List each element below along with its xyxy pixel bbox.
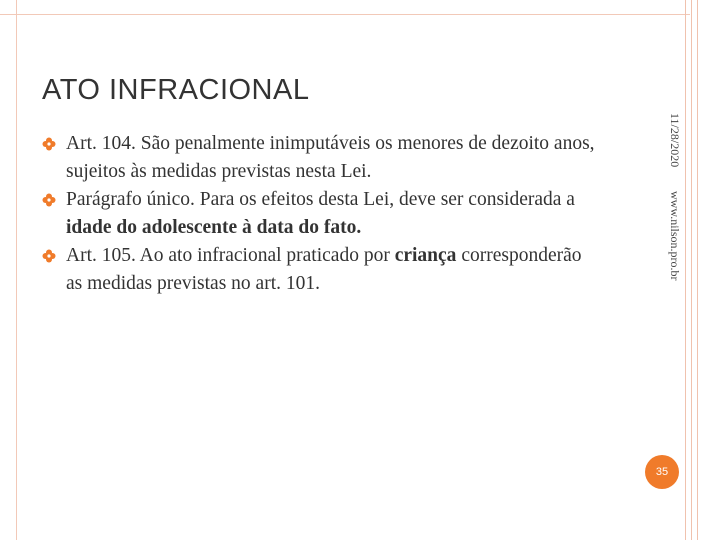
bullet-text: Art. 105. Ao ato infracional praticado por — [66, 245, 395, 266]
bullet-text: Parágrafo único. Para os efeitos desta Lei, deve ser considerada a — [66, 189, 575, 210]
slide-title: ATO INFRACIONAL — [42, 74, 310, 106]
frame-right-line — [685, 0, 686, 540]
bullet-item — [42, 130, 602, 186]
frame-right-line — [697, 0, 698, 540]
bullet-item — [42, 186, 602, 242]
page-number-badge: 35 — [645, 455, 679, 489]
frame-right-line — [691, 0, 692, 540]
slide-date: 11/28/2020 — [668, 113, 682, 168]
bullet-text-bold: idade do adolescente à data do fato. — [66, 217, 362, 238]
bullet-text: corresponderão as medidas previstas no art. 101. — [66, 245, 582, 294]
bullet-list — [42, 130, 602, 298]
bullet-item — [42, 242, 602, 298]
flower-bullet-icon — [42, 249, 56, 263]
flower-bullet-icon — [42, 137, 56, 151]
flower-bullet-icon — [42, 193, 56, 207]
frame-left-line — [16, 0, 17, 540]
bullet-text: Art. 104. São penalmente inimputáveis os menores de dezoito anos, sujeitos às medidas previstas nesta Lei. — [66, 133, 595, 182]
side-info — [667, 113, 685, 283]
frame-top-line — [0, 14, 690, 15]
website-url: www.nilson.pro.br — [668, 191, 682, 281]
bullet-text-bold: criança — [394, 245, 457, 266]
